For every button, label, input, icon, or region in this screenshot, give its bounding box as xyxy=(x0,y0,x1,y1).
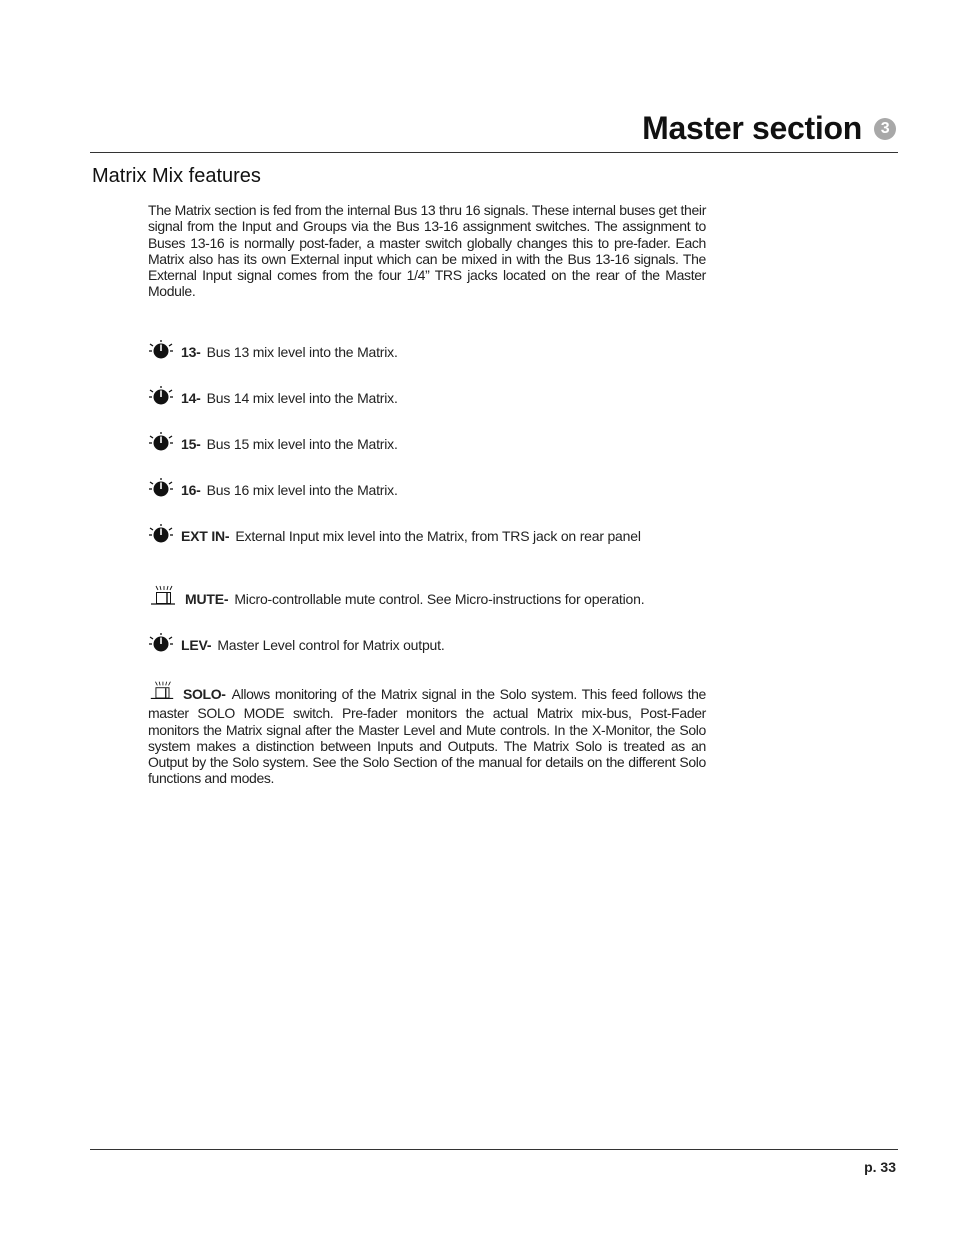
page-number: p. 33 xyxy=(864,1159,896,1175)
knob-icon xyxy=(148,340,174,363)
header-divider xyxy=(90,152,898,153)
knob-icon xyxy=(148,524,174,547)
list-item-mute xyxy=(148,585,644,610)
knob-icon xyxy=(148,386,174,409)
item-label: 15- xyxy=(181,436,201,452)
item-text: Bus 14 mix level into the Matrix. xyxy=(206,390,398,406)
item-label: SOLO- xyxy=(183,686,226,702)
item-label: 13- xyxy=(181,344,201,360)
list-item-bus14 xyxy=(148,386,398,409)
item-label: LEV- xyxy=(181,637,212,653)
item-text: Micro-controllable mute control. See Micro-instructions for operation. xyxy=(234,591,645,607)
lit-switch-icon xyxy=(148,585,178,610)
section-heading: Matrix Mix features xyxy=(92,165,261,187)
item-text: Bus 16 mix level into the Matrix. xyxy=(206,482,398,498)
item-text: External Input mix level into the Matrix, from TRS jack on rear panel xyxy=(235,528,641,544)
knob-icon xyxy=(148,432,174,455)
item-text: Master Level control for Matrix output. xyxy=(217,637,445,653)
intro-paragraph: The Matrix section is fed from the internal Bus 13 thru 16 signals. These internal buses get their signal from the Input and Groups via the Bus 13-16 assignment switches. The assignment to Buses 13-16 is normally post-fader, a master switch globally changes this to pre-fader. Each Matrix also has its own External input which can be mixed in with the Bus 13-16 signals. The External Input signal comes from the four 1/4” TRS jacks located on the rear of the Master Module. xyxy=(148,202,706,300)
section-number-badge: 3 xyxy=(874,118,896,140)
lit-switch-icon xyxy=(148,680,176,705)
list-item-bus16 xyxy=(148,478,398,501)
list-item-bus15 xyxy=(148,432,398,455)
item-label: 14- xyxy=(181,390,201,406)
item-label: EXT IN- xyxy=(181,528,230,544)
item-text: Allows monitoring of the Matrix signal in the Solo system. This feed follows the master SOLO MODE switch. Pre-fader monitors the actual Matrix mix-bus, Post-Fader monitors the Matrix signal after the Master Level and Mute controls. In the X-Monitor, the Solo system makes a distinction between Inputs and Outputs. The Matrix Solo is treated as an Output by the Solo system. See the Solo Section of the manual for details on the different Solo functions and modes. xyxy=(148,686,706,787)
page-title-text: Master section xyxy=(642,110,862,146)
item-text: Bus 15 mix level into the Matrix. xyxy=(206,436,398,452)
footer-divider xyxy=(90,1149,898,1150)
list-item-lev xyxy=(148,633,445,656)
item-label: MUTE- xyxy=(185,591,229,607)
knob-icon xyxy=(148,478,174,501)
item-label: 16- xyxy=(181,482,201,498)
list-item-solo xyxy=(148,680,706,787)
page-title xyxy=(642,110,896,147)
list-item-bus13 xyxy=(148,340,398,363)
knob-icon xyxy=(148,633,174,656)
list-item-ext-in xyxy=(148,524,641,547)
item-text: Bus 13 mix level into the Matrix. xyxy=(206,344,398,360)
